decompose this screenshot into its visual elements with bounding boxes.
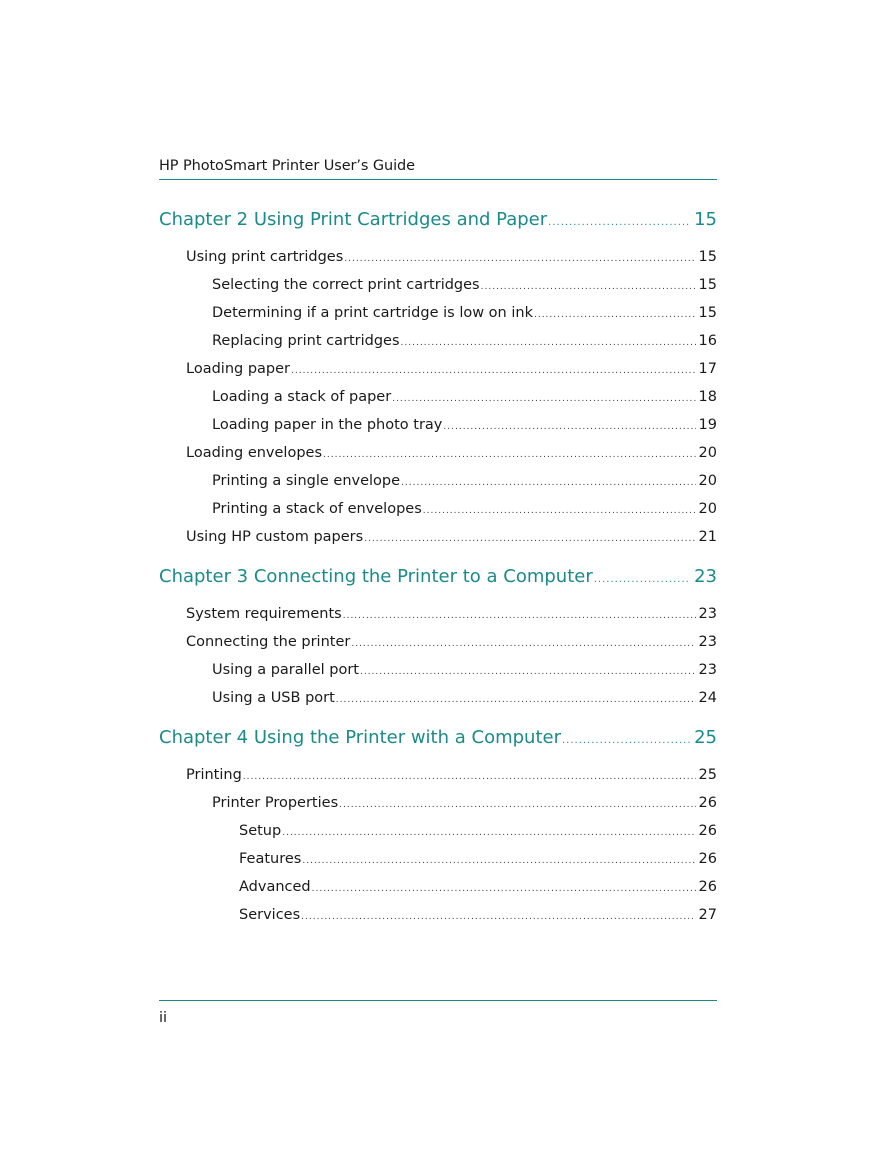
- dot-leader: [302, 847, 695, 875]
- toc-entry-title: Setup: [239, 823, 282, 839]
- toc-entry-section[interactable]: [159, 628, 717, 656]
- toc-entry-page: 20: [698, 473, 717, 489]
- toc-entry-title: Services: [239, 907, 301, 923]
- dot-leader: [301, 903, 695, 931]
- toc-entry-sub[interactable]: [159, 789, 717, 817]
- toc-entry-subsub[interactable]: [159, 817, 717, 845]
- toc-entry-title: Loading paper in the photo tray: [212, 417, 443, 433]
- toc-entry-page: 19: [698, 417, 717, 433]
- toc-entry-sub[interactable]: [159, 684, 717, 712]
- toc-entry-title: Chapter 2 Using Print Cartridges and Paper: [159, 209, 548, 230]
- dot-leader: [443, 413, 695, 441]
- dot-leader: [423, 497, 696, 525]
- running-header: [159, 155, 717, 180]
- toc-entry-subsub[interactable]: [159, 845, 717, 873]
- dot-leader: [562, 726, 691, 756]
- footer-rule: [159, 1000, 717, 1001]
- toc-entry-page: 15: [698, 249, 717, 265]
- toc-entry-title: Replacing print cartridges: [212, 333, 400, 349]
- dot-leader: [312, 875, 696, 903]
- toc-entry-title: Chapter 4 Using the Printer with a Computer: [159, 727, 561, 748]
- toc-entry-title: Loading paper: [186, 361, 290, 377]
- dot-leader: [392, 385, 695, 413]
- toc-entry-page: 20: [698, 501, 717, 517]
- toc-entry-title: Using print cartridges: [186, 249, 344, 265]
- page-number: ii: [159, 1010, 168, 1026]
- toc-entry-page: 17: [698, 361, 717, 377]
- toc-entry-page: 20: [698, 445, 717, 461]
- dot-leader: [291, 357, 696, 385]
- dot-leader: [360, 658, 696, 686]
- toc-entry-page: 25: [698, 767, 717, 783]
- dot-leader: [343, 602, 696, 630]
- toc-entry-title: Loading envelopes: [186, 445, 323, 461]
- toc-entry-page: 15: [694, 209, 717, 230]
- toc-entry-subsub[interactable]: [159, 901, 717, 929]
- toc-entry-page: 15: [698, 305, 717, 321]
- dot-leader: [282, 819, 695, 847]
- toc-entry-sub[interactable]: [159, 299, 717, 327]
- toc-entry-section[interactable]: [159, 439, 717, 467]
- dot-leader: [401, 469, 695, 497]
- toc-entry-title: Features: [239, 851, 302, 867]
- toc-entry-section[interactable]: [159, 243, 717, 271]
- toc-entry-section[interactable]: [159, 600, 717, 628]
- dot-leader: [594, 565, 691, 595]
- toc-entry-title: Using HP custom papers: [186, 529, 364, 545]
- toc-entry-title: System requirements: [186, 606, 342, 622]
- toc-entry-chapter[interactable]: [159, 205, 717, 235]
- toc-entry-title: Selecting the correct print cartridges: [212, 277, 480, 293]
- toc-entry-page: 23: [694, 566, 717, 587]
- toc-entry-page: 23: [698, 606, 717, 622]
- dot-leader: [336, 686, 696, 714]
- toc-entry-title: Using a USB port: [212, 690, 335, 706]
- toc-entry-sub[interactable]: [159, 271, 717, 299]
- toc-entry-sub[interactable]: [159, 495, 717, 523]
- toc-entry-section[interactable]: [159, 355, 717, 383]
- toc-entry-page: 15: [698, 277, 717, 293]
- toc-entry-title: Using a parallel port: [212, 662, 359, 678]
- toc-entry-sub[interactable]: [159, 411, 717, 439]
- running-header-title: HP PhotoSmart Printer User’s Guide: [159, 158, 415, 174]
- dot-leader: [344, 245, 695, 273]
- toc-entry-title: Printing a stack of envelopes: [212, 501, 422, 517]
- dot-leader: [323, 441, 696, 469]
- dot-leader: [339, 791, 695, 819]
- toc-entry-page: 21: [698, 529, 717, 545]
- dot-leader: [401, 329, 696, 357]
- dot-leader: [481, 273, 696, 301]
- toc-entry-chapter[interactable]: [159, 723, 717, 753]
- table-of-contents: [159, 205, 717, 929]
- toc-entry-sub[interactable]: [159, 467, 717, 495]
- toc-entry-sub[interactable]: [159, 656, 717, 684]
- toc-entry-page: 16: [698, 333, 717, 349]
- toc-entry-title: Printing: [186, 767, 242, 783]
- toc-entry-sub[interactable]: [159, 327, 717, 355]
- toc-entry-page: 27: [698, 907, 717, 923]
- toc-entry-title: Advanced: [239, 879, 311, 895]
- toc-entry-page: 23: [698, 634, 717, 650]
- toc-entry-page: 26: [698, 823, 717, 839]
- toc-entry-title: Determining if a print cartridge is low on ink: [212, 305, 533, 321]
- dot-leader: [351, 630, 695, 658]
- toc-entry-title: Printer Properties: [212, 795, 339, 811]
- toc-entry-page: 26: [698, 879, 717, 895]
- toc-entry-title: Loading a stack of paper: [212, 389, 392, 405]
- dot-leader: [243, 763, 696, 791]
- toc-entry-section[interactable]: [159, 523, 717, 551]
- toc-entry-title: Printing a single envelope: [212, 473, 401, 489]
- toc-entry-page: 26: [698, 851, 717, 867]
- toc-entry-title: Connecting the printer: [186, 634, 351, 650]
- toc-entry-title: Chapter 3 Connecting the Printer to a Computer: [159, 566, 593, 587]
- toc-entry-section[interactable]: [159, 761, 717, 789]
- toc-entry-chapter[interactable]: [159, 562, 717, 592]
- toc-entry-subsub[interactable]: [159, 873, 717, 901]
- toc-entry-page: 24: [698, 690, 717, 706]
- toc-entry-page: 25: [694, 727, 717, 748]
- dot-leader: [534, 301, 696, 329]
- dot-leader: [364, 525, 695, 553]
- toc-entry-page: 26: [698, 795, 717, 811]
- toc-entry-page: 18: [698, 389, 717, 405]
- toc-entry-page: 23: [698, 662, 717, 678]
- toc-entry-sub[interactable]: [159, 383, 717, 411]
- dot-leader: [548, 208, 691, 238]
